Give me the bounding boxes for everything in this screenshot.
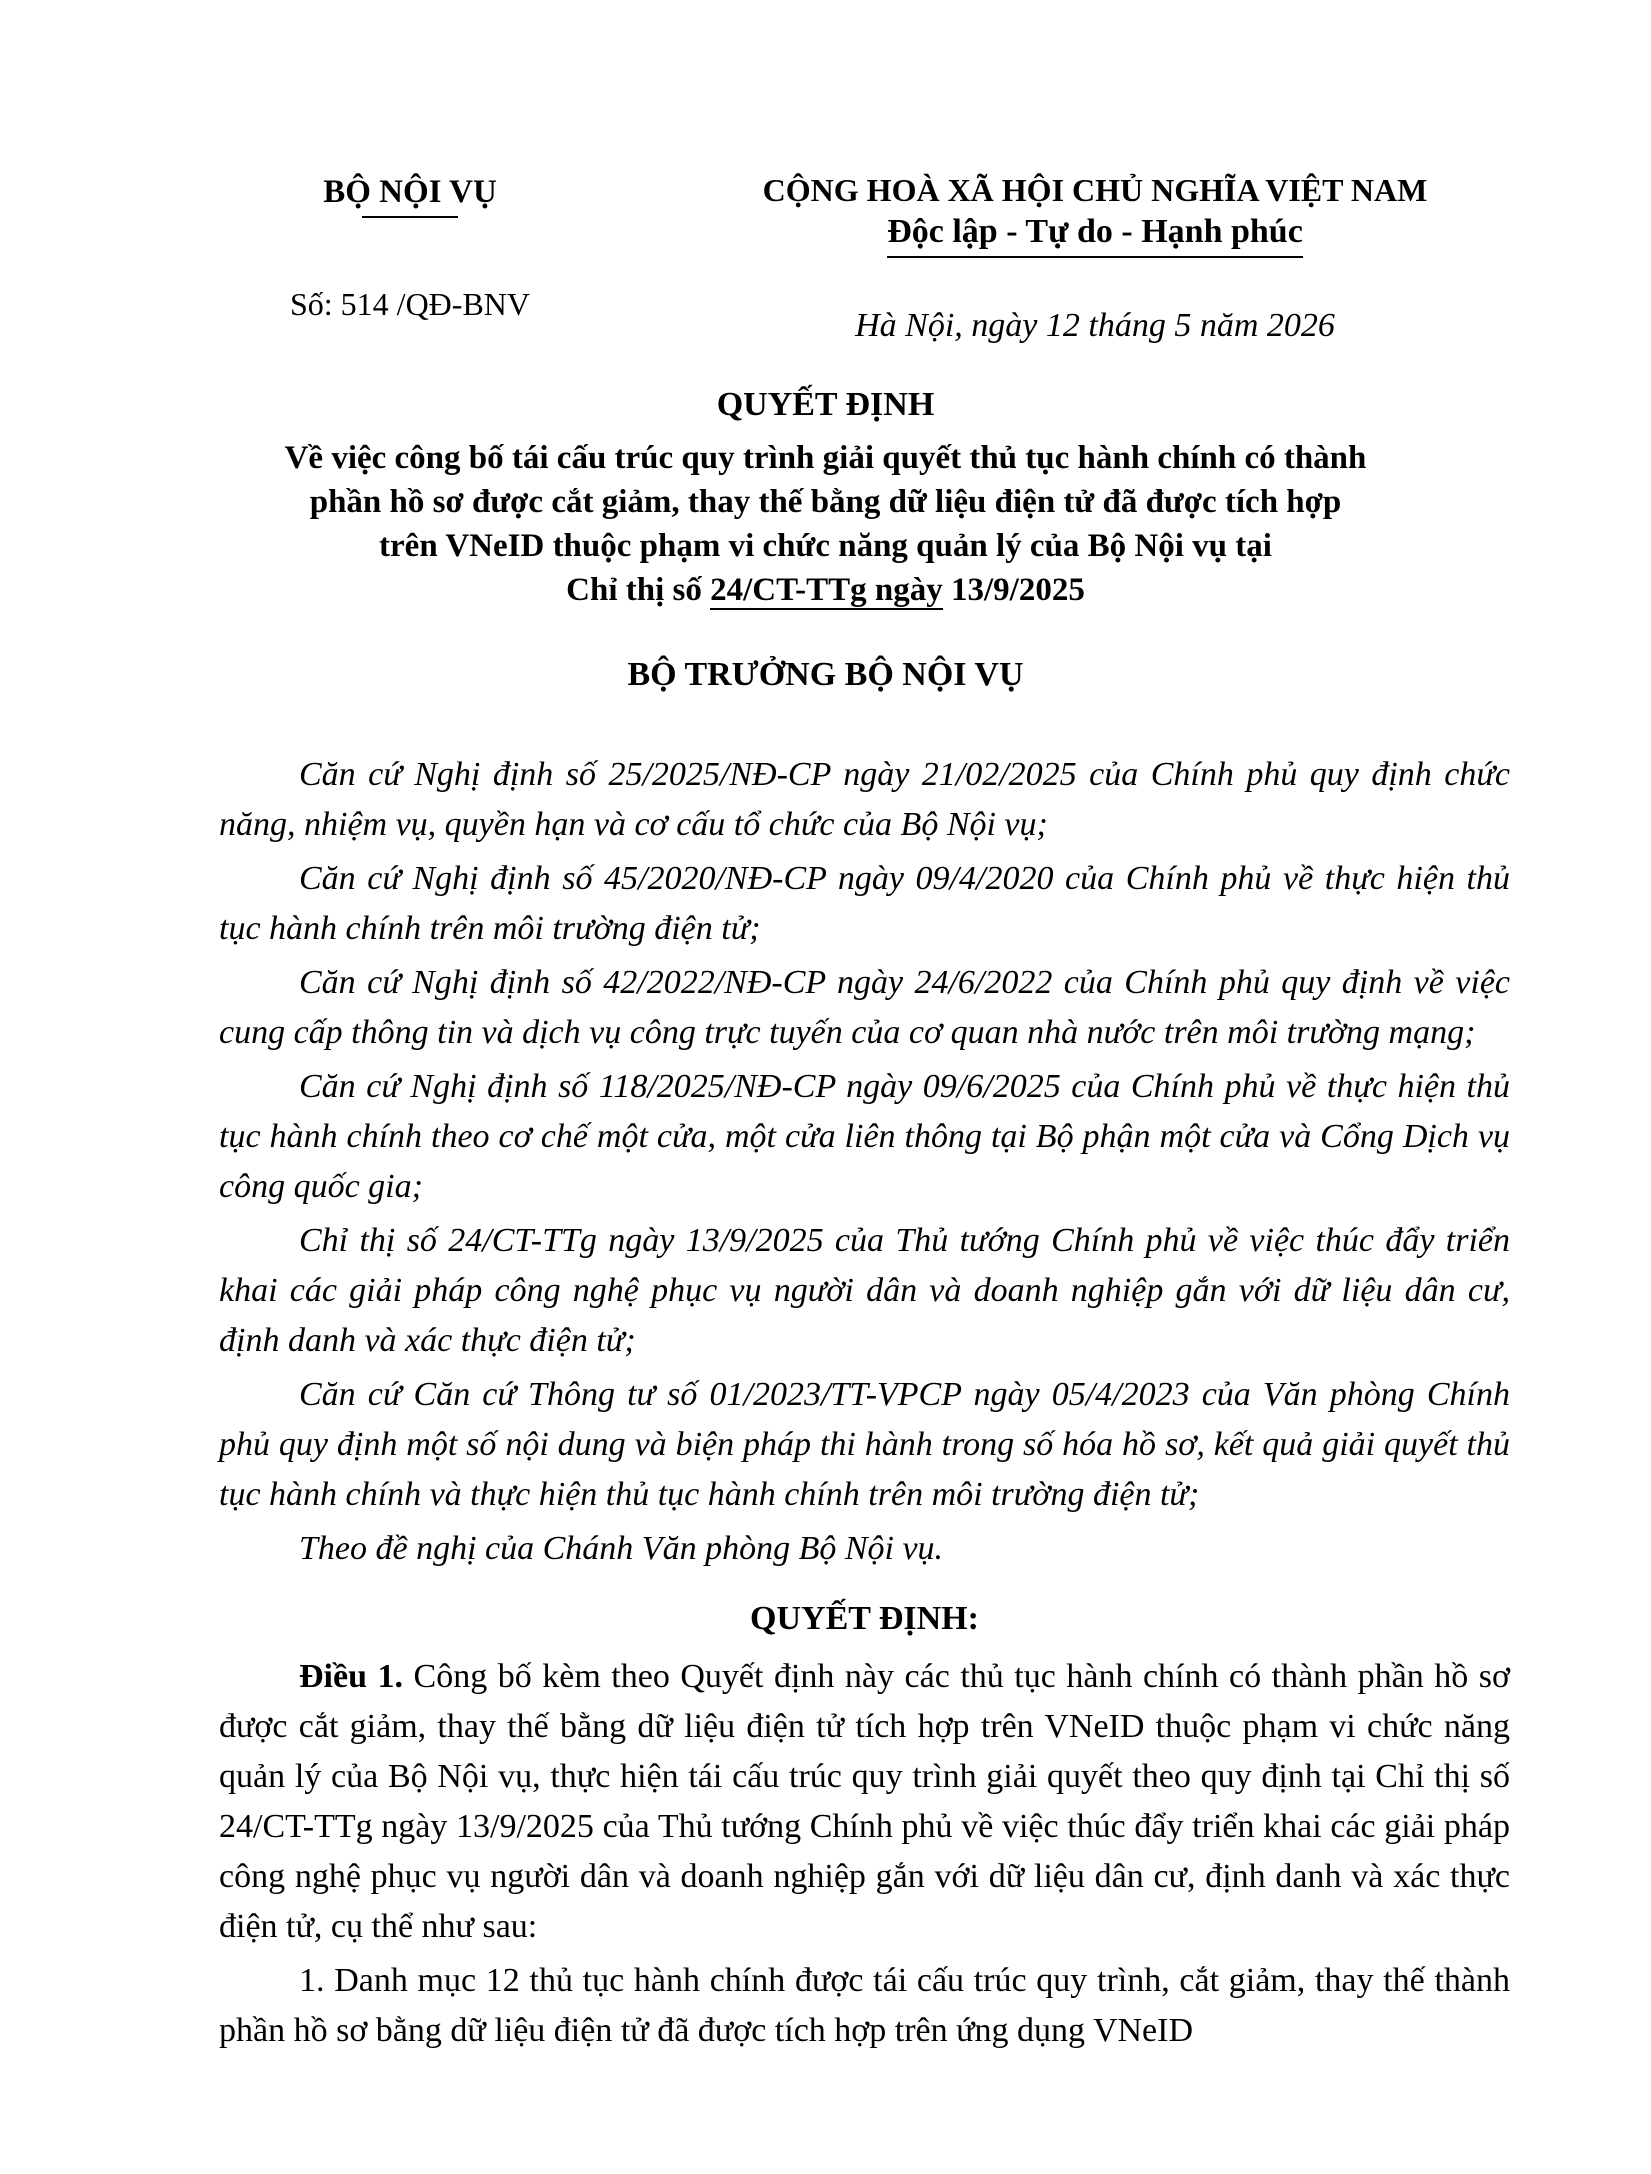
agency-name: BỘ NỘI VỤ <box>323 174 497 210</box>
nation-name: CỘNG HOÀ XÃ HỘI CHỦ NGHĨA VIỆT NAM <box>762 172 1428 208</box>
subject-line: phần hồ sơ được cắt giảm, thay thế bằng dữ liệu điện tử đã được tích hợp <box>309 484 1342 520</box>
title-block <box>160 382 1491 698</box>
subject-line: trên VNeID thuộc phạm vi chức năng quản lý của Bộ Nội vụ tại <box>379 528 1272 564</box>
document-subject <box>160 436 1491 612</box>
document-type: QUYẾT ĐỊNH <box>716 386 935 423</box>
document-number: Số: 514 /QĐ-BNV <box>289 286 530 322</box>
place-date: Hà Nội, ngày 12 tháng 5 năm 2026 <box>855 307 1335 344</box>
decision-heading: QUYẾT ĐỊNH: <box>750 1600 979 1637</box>
subject-underlined-reference: 24/CT-TTg ngày <box>710 572 943 608</box>
legal-basis: Căn cứ Nghị định số 45/2020/NĐ-CP ngày 09/4/2020 của Chính phủ về thực hiện thủ tục hành chính trên môi trường điện tử; <box>219 860 1510 947</box>
legal-basis: Căn cứ Nghị định số 42/2022/NĐ-CP ngày 24/6/2022 của Chính phủ quy định về việc cung cấp thông tin và dịch vụ công trực tuyến của cơ quan nhà nước trên môi trường mạng; <box>219 964 1510 1051</box>
legal-basis: Căn cứ Nghị định số 118/2025/NĐ-CP ngày 09/6/2025 của Chính phủ về thực hiện thủ tục hành chính theo cơ chế một cửa, một cửa liên thông tại Bộ phận một cửa và Cổng Dịch vụ công quốc gia; <box>219 1068 1510 1205</box>
subject-text: Chỉ thị số <box>566 572 711 608</box>
agency-underline <box>362 216 458 218</box>
national-motto: Độc lập - Tự do - Hạnh phúc <box>887 210 1303 258</box>
subject-line <box>160 568 1491 612</box>
article-label: Điều 1. <box>299 1658 404 1695</box>
article-1-item-1: 1. Danh mục 12 thủ tục hành chính được tái cấu trúc quy trình, cắt giảm, thay thế thành phần hồ sơ bằng dữ liệu điện tử đã được tích hợp trên ứng dụng VNeID <box>219 1962 1510 2049</box>
document-body <box>219 750 1510 2060</box>
national-header <box>660 170 1530 346</box>
subject-line: Về việc công bố tái cấu trúc quy trình giải quyết thủ tục hành chính có thành <box>284 440 1367 476</box>
agency-block <box>240 170 580 324</box>
legal-basis: Chỉ thị số 24/CT-TTg ngày 13/9/2025 của Thủ tướng Chính phủ về việc thúc đẩy triển khai các giải pháp công nghệ phục vụ người dân và doanh nghiệp gắn với dữ liệu dân cư, định danh và xác thực điện tử; <box>219 1222 1510 1359</box>
subject-text: 13/9/2025 <box>942 572 1085 608</box>
article-1 <box>219 1652 1510 1952</box>
article-text: Công bố kèm theo Quyết định này các thủ tục hành chính có thành phần hồ sơ được cắt giảm, thay thế bằng dữ liệu điện tử tích hợp trên VNeID thuộc phạm vi chức năng quản lý của Bộ Nội vụ, thực hiện tái cấu trúc quy trình giải quyết theo quy định tại Chỉ thị số 24/CT-TTg ngày 13/9/2025 của Thủ tướng Chính phủ về việc thúc đẩy triển khai các giải pháp công nghệ phục vụ người dân và doanh nghiệp gắn với dữ liệu dân cư, định danh và xác thực điện tử, cụ thể như sau: <box>219 1658 1511 1945</box>
legal-basis: Căn cứ Căn cứ Thông tư số 01/2023/TT-VPCP ngày 05/4/2023 của Văn phòng Chính phủ quy định một số nội dung và biện pháp thi hành trong số hóa hồ sơ, kết quả giải quyết thủ tục hành chính và thực hiện thủ tục hành chính trên môi trường điện tử; <box>219 1376 1510 1513</box>
issuing-authority: BỘ TRƯỞNG BỘ NỘI VỤ <box>627 656 1024 693</box>
legal-basis: Căn cứ Nghị định số 25/2025/NĐ-CP ngày 21/02/2025 của Chính phủ quy định chức năng, nhiệm vụ, quyền hạn và cơ cấu tổ chức của Bộ Nội vụ; <box>219 756 1510 843</box>
proposal-basis: Theo đề nghị của Chánh Văn phòng Bộ Nội vụ. <box>299 1530 944 1567</box>
